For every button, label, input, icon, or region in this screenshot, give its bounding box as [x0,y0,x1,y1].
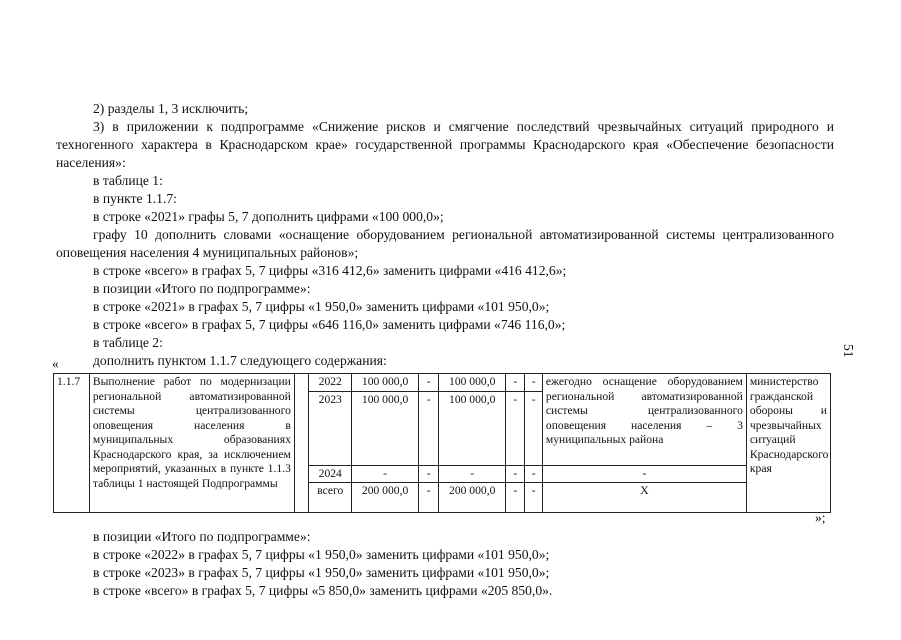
paragraph-total-2022: в строке «2022» в графах 5, 7 цифры «1 950,0» заменить цифрами «101 950,0»; [93,547,550,562]
amount-cell: 100 000,0 [352,374,419,392]
amount-cell: 200 000,0 [352,483,419,513]
result-cell: - [542,465,746,483]
paragraph-table2: в таблице 2: [93,335,163,350]
amount-cell: - [506,465,525,483]
year-cell: 2024 [309,465,352,483]
amount-cell: 100 000,0 [352,391,419,465]
amount-cell: 100 000,0 [439,391,506,465]
year-cell: 2023 [309,391,352,465]
amount-cell: 100 000,0 [439,374,506,392]
year-cell: 2022 [309,374,352,392]
paragraph-column10: графу 10 дополнить словами «оснащение оборудованием региональной автоматизированной системы централизованного оповещения населения 4 муниципальных районов»; [56,227,834,260]
opening-quote: « [52,356,59,371]
paragraph-add-item: дополнить пунктом 1.1.7 следующего содержания: [93,353,387,368]
table-row [54,374,831,392]
amount-cell: - [506,483,525,513]
responsible-cell: министерство гражданской обороны и чрезвычайных ситуаций Краснодарского края [746,374,830,513]
amount-cell: - [418,374,439,392]
paragraph-total-all-2: в строке «всего» в графах 5, 7 цифры «5 850,0» заменить цифрами «205 850,0». [93,583,553,598]
amount-cell: - [352,465,419,483]
amount-cell: 200 000,0 [439,483,506,513]
paragraph-sections-exclude: 2) разделы 1, 3 исключить; [93,101,249,116]
paragraph-total-all: в строке «всего» в графах 5, 7 цифры «646 116,0» заменить цифрами «746 116,0»; [93,317,566,332]
measure-name-cell: Выполнение работ по модернизации региональной автоматизированной системы централизованного оповещения населения в муниципальных образованиях Краснодарского края, за исключением мероприятий, указанных в пункте 1.1.3 таблицы 1 настоящей Подпрограммы [89,374,294,513]
amount-cell: - [525,483,542,513]
year-cell: всего [309,483,352,513]
amendment-table [53,373,831,513]
amount-cell: - [525,465,542,483]
result-cell: Х [542,483,746,513]
paragraph-total-2023: в строке «2023» в графах 5, 7 цифры «1 950,0» заменить цифрами «101 950,0»; [93,565,550,580]
paragraph-item-117: в пункте 1.1.7: [93,191,177,206]
amount-cell: - [525,391,542,465]
amount-cell: - [439,465,506,483]
amount-cell: - [418,483,439,513]
amount-cell: - [506,374,525,392]
paragraph-table1: в таблице 1: [93,173,163,188]
result-cell: ежегодно оснащение оборудованием региональной автоматизированной системы централизованного оповещения населения – 3 муниципальных района [542,374,746,466]
amount-cell: - [418,391,439,465]
amount-cell: - [418,465,439,483]
closing-quote: »; [815,510,826,525]
item-number-cell: 1.1.7 [54,374,90,513]
amount-cell: - [525,374,542,392]
paragraph-appendix-amendment: 3) в приложении к подпрограмме «Снижение рисков и смягчение последствий чрезвычайных ситуаций природного и техногенного характера в Краснодарском крае» государственной программы Краснодарского края «Обеспечение безопасности населения»: [56,119,834,170]
paragraph-total-2021: в строке «2021» в графах 5, 7 цифры «1 950,0» заменить цифрами «101 950,0»; [93,299,550,314]
paragraph-subprogram-total-2: в позиции «Итого по подпрограмме»: [93,529,311,544]
paragraph-subprogram-total: в позиции «Итого по подпрограмме»: [93,281,311,296]
paragraph-row-2021: в строке «2021» графы 5, 7 дополнить цифрами «100 000,0»; [93,209,444,224]
amount-cell: - [506,391,525,465]
page-number: 51 [841,344,856,358]
spacer-cell [294,374,308,513]
paragraph-row-total: в строке «всего» в графах 5, 7 цифры «316 412,6» заменить цифрами «416 412,6»; [93,263,567,278]
